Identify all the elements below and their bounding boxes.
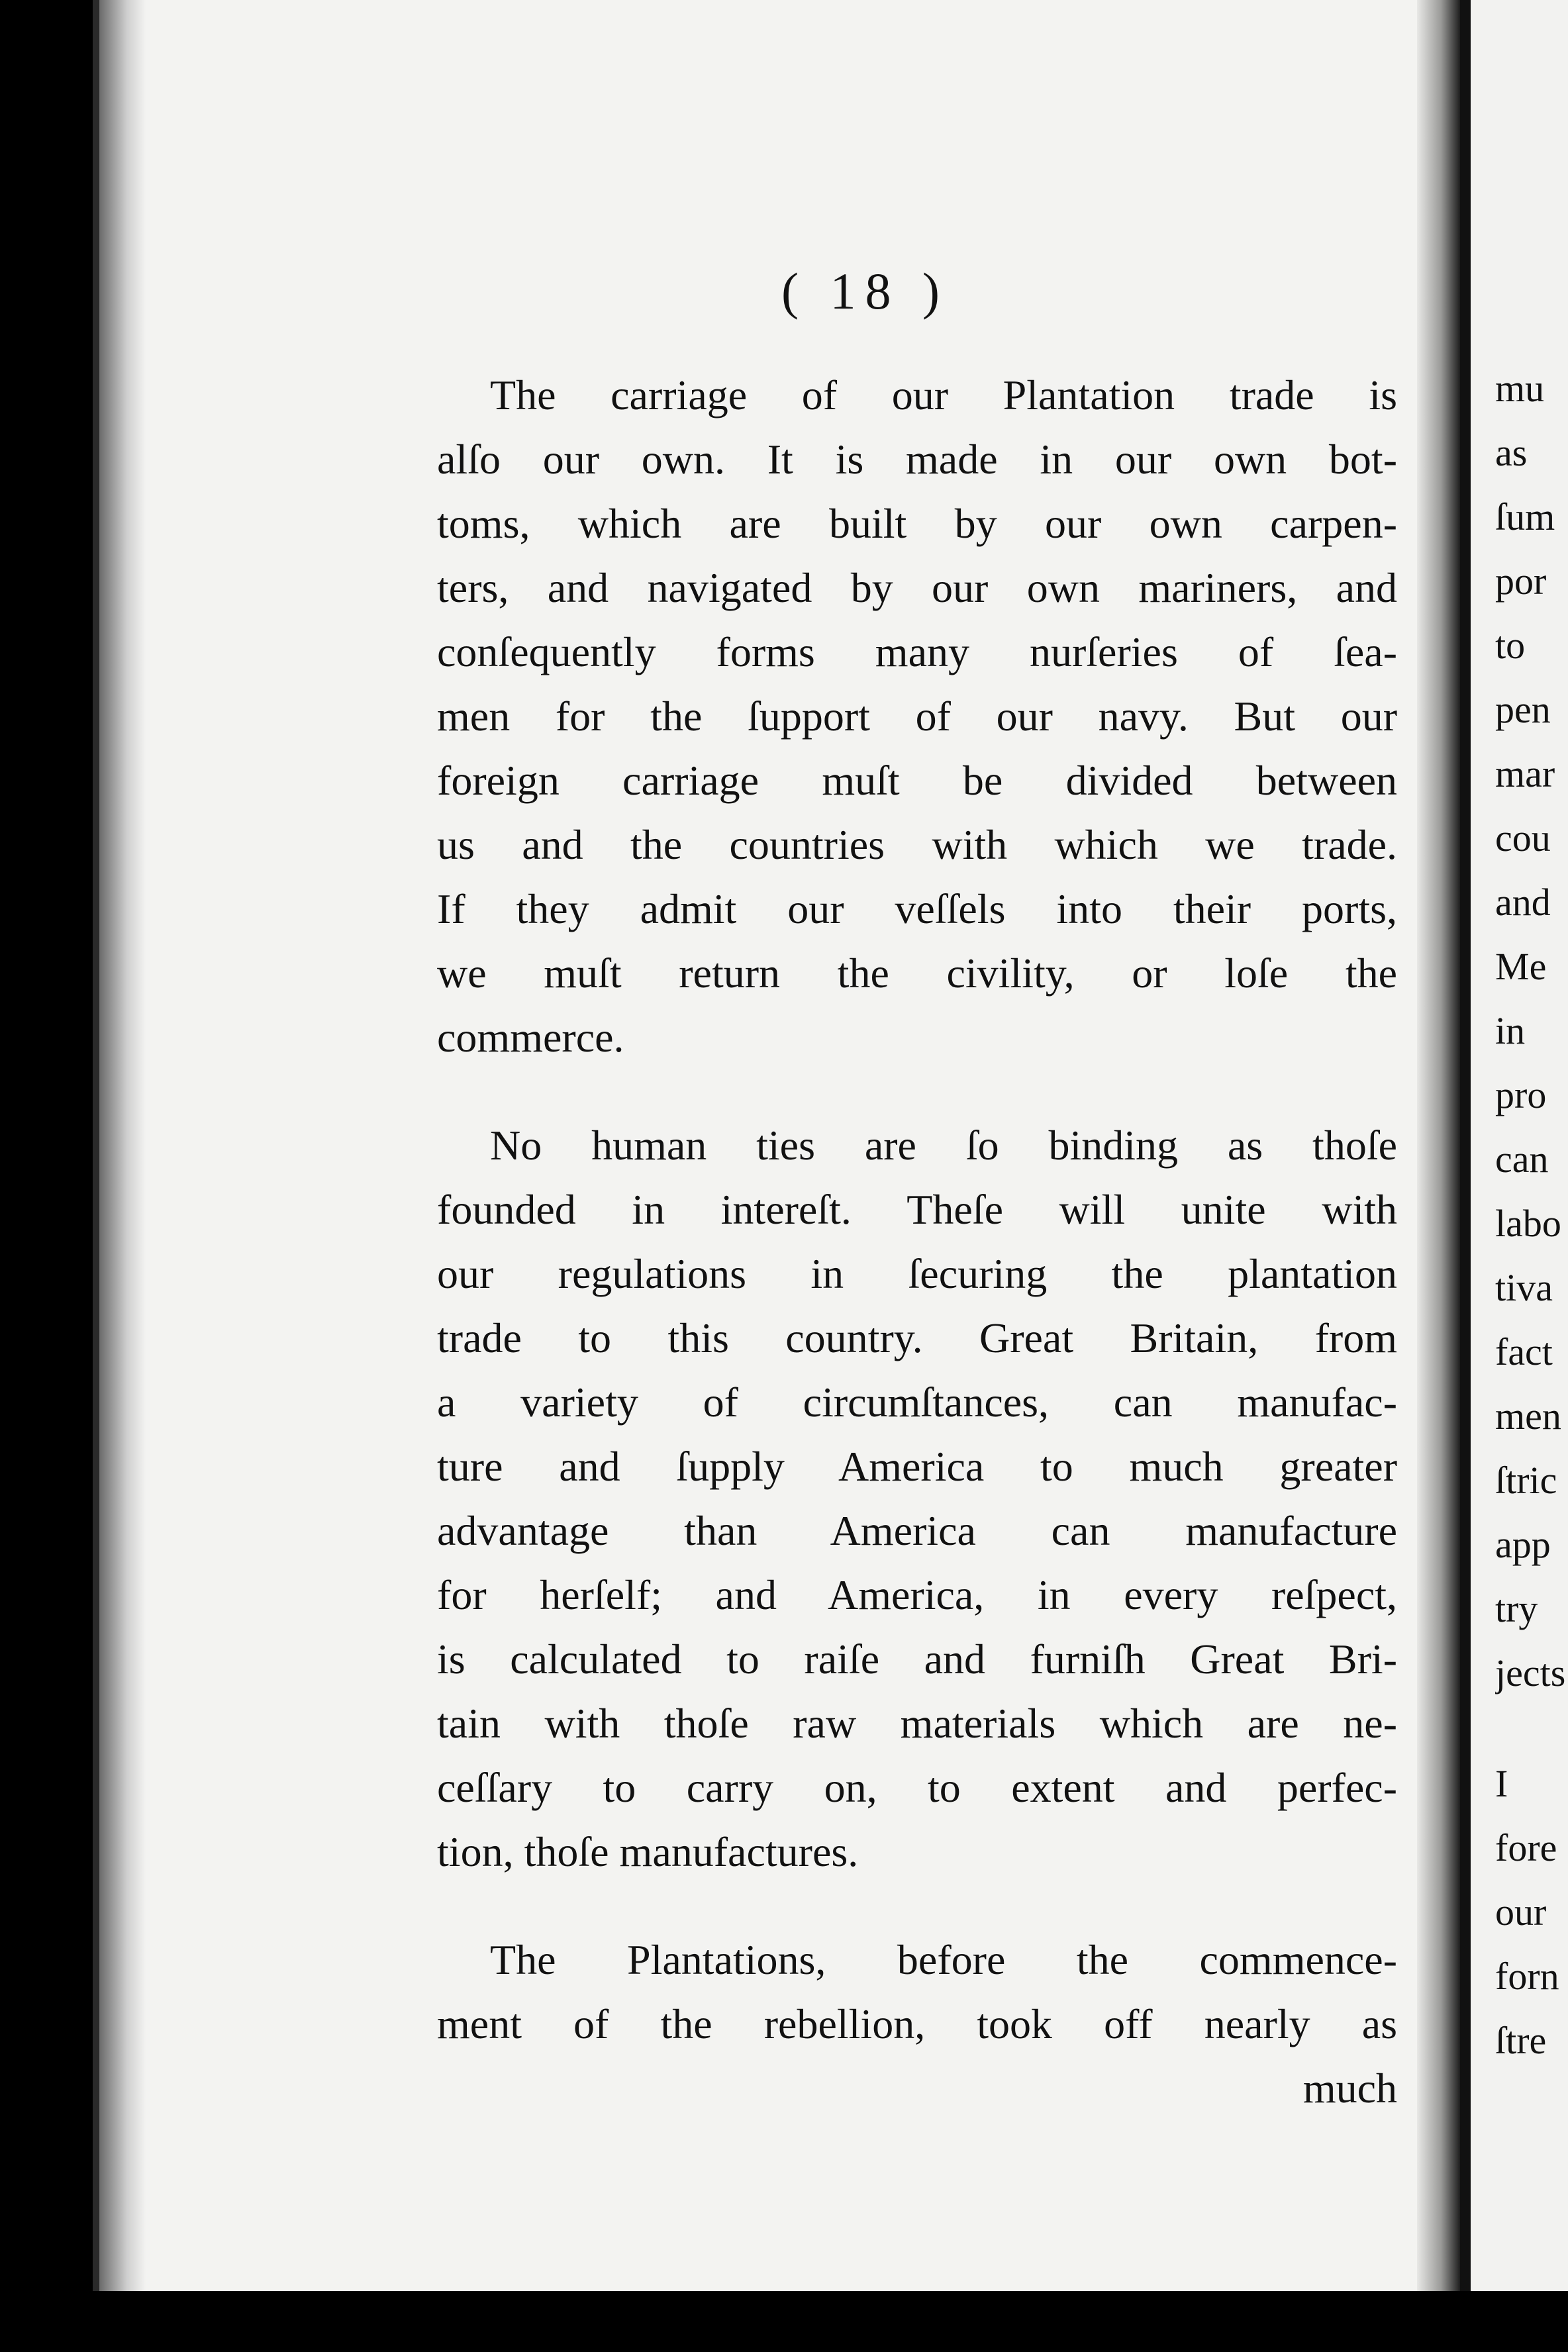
facing-page-line: and <box>1495 881 1551 924</box>
text-line: The Plantations, before the commence- <box>490 1936 1397 1983</box>
text-line: for herſelf; and America, in every reſpect, <box>437 1571 1397 1618</box>
text-line: tain with thoſe raw materials which are ne- <box>437 1700 1397 1747</box>
page-number: ( 18 ) <box>781 262 949 320</box>
facing-page-line: ſtre <box>1495 2019 1547 2062</box>
text-line: our regulations in ſecuring the plantation <box>437 1250 1397 1297</box>
book-gutter <box>1417 0 1461 2352</box>
text-line: The carriage of our Plantation trade is <box>490 371 1397 418</box>
facing-page-line: mar <box>1495 752 1555 795</box>
facing-page-line: as <box>1495 431 1528 474</box>
facing-page-fragments <box>1495 356 1568 2073</box>
facing-page-line: tiva <box>1495 1266 1553 1309</box>
text-line: foreign carriage muſt be divided between <box>437 757 1397 804</box>
facing-page-line: forn <box>1495 1955 1559 1998</box>
facing-page-line: to <box>1495 624 1526 667</box>
paragraph-1 <box>437 363 1397 1069</box>
text-line: men for the ſupport of our navy. But our <box>437 693 1397 740</box>
facing-page-line: ſtric <box>1495 1459 1557 1502</box>
page-edge-shadow <box>99 0 146 2318</box>
facing-page-line: pen <box>1495 688 1551 731</box>
facing-page-line: in <box>1495 1009 1526 1052</box>
text-line: is calculated to raiſe and furniſh Great Bri- <box>437 1636 1397 1683</box>
text-line: ture and ſupply America to much greater <box>437 1443 1397 1490</box>
text-line: ters, and navigated by our own mariners, and <box>437 564 1397 611</box>
facing-page-line: can <box>1495 1138 1549 1181</box>
text-line: founded in intereſt. Theſe will unite with <box>437 1186 1397 1233</box>
text-line: a variety of circumſtances, can manufac- <box>437 1379 1397 1426</box>
facing-page-line: Me <box>1495 945 1547 988</box>
text-line: tion, thoſe manufactures. <box>437 1828 859 1875</box>
facing-page-line: por <box>1495 560 1547 603</box>
text-line: ceſſary to carry on, to extent and perfec- <box>437 1764 1397 1811</box>
paragraph-2 <box>437 1113 1397 1884</box>
facing-page-line: men <box>1495 1395 1561 1438</box>
text-line: commerce. <box>437 1014 624 1061</box>
body-text <box>437 363 1397 2120</box>
facing-page-line: cou <box>1495 816 1551 859</box>
text-line: trade to this country. Great Britain, from <box>437 1314 1397 1361</box>
facing-page-line: our <box>1495 1890 1547 1934</box>
text-line: ment of the rebellion, took off nearly as <box>437 2000 1397 2047</box>
facing-page-line: ſum <box>1495 495 1555 538</box>
text-line: we muſt return the civility, or loſe the <box>437 950 1397 997</box>
facing-page-line: fore <box>1495 1826 1557 1869</box>
text-line: advantage than America can manufacture <box>437 1507 1397 1554</box>
facing-page-line: app <box>1495 1523 1551 1566</box>
text-line: If they admit our veſſels into their ports, <box>437 885 1397 932</box>
facing-page-line: I <box>1495 1762 1508 1805</box>
facing-page-line: fact <box>1495 1330 1553 1373</box>
text-line: alſo our own. It is made in our own bot- <box>437 436 1397 483</box>
facing-page-line: mu <box>1495 367 1545 410</box>
facing-page-line: jects <box>1495 1651 1566 1694</box>
paragraph-3 <box>437 1928 1397 2120</box>
text-line: No human ties are ſo binding as thoſe <box>490 1122 1397 1169</box>
facing-page-line: try <box>1495 1587 1538 1630</box>
facing-page-line: labo <box>1495 1202 1561 1245</box>
facing-page-line: pro <box>1495 1073 1547 1116</box>
catchword: much <box>1302 2065 1397 2112</box>
text-line: toms, which are built by our own carpen- <box>437 500 1397 547</box>
paragraph-gap <box>1495 1705 1568 1751</box>
text-line: conſequently forms many nurſeries of ſea- <box>437 628 1397 675</box>
scan-bottom-edge <box>0 2291 1568 2352</box>
text-line: us and the countries with which we trade. <box>437 821 1397 868</box>
